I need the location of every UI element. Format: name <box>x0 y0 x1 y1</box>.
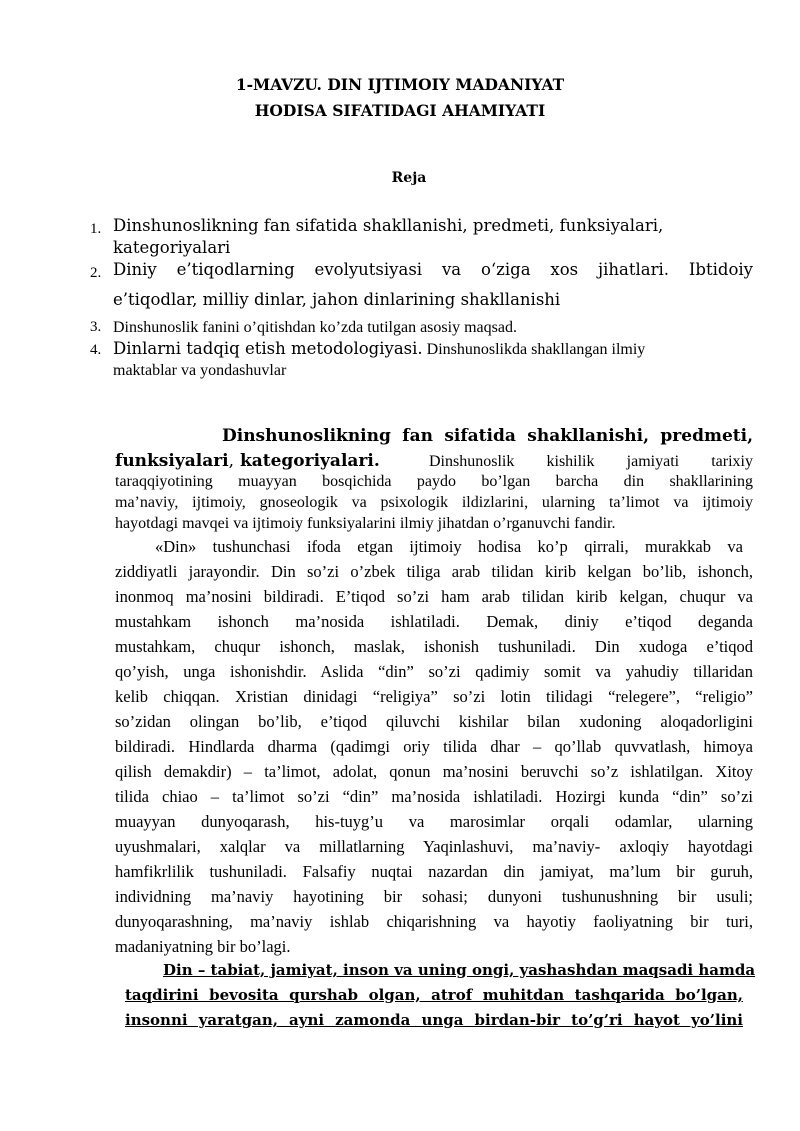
plan-item-1-line1: Dinshunoslikning fan sifatida shakllanishi, predmeti, funksiyalari, <box>113 216 664 235</box>
section-heading-bold-a: funksiyalari <box>115 451 229 471</box>
paragraph-line: individning ma’naviy hayotining bir sohasi; dunyoni tushunushning bir usuli; <box>115 887 753 906</box>
paragraph-line: dunyoqarashning, ma’naviy ishlab chiqarishning va hayotiy faoliyatning bir turi, <box>115 912 753 931</box>
definition-line: insonni yaratgan, ayni zamonda unga birdan-bir to’g’ri hayot yo’lini <box>125 1011 743 1029</box>
plan-item-number: 2. <box>90 265 102 281</box>
plan-item-1-line2: kategoriyalari <box>113 238 231 257</box>
plan-item-3-line1: Dinshunoslik fanini o’qitishdan ko’zda tutilgan asosiy maqsad. <box>113 319 517 336</box>
paragraph-line: mustahkam, chuqur ishonch, maslak, ishonish tushuniladi. Din xudoga e’tiqod <box>115 637 753 656</box>
definition-line: Din – tabiat, jamiyat, inson va uning ongi, yashashdan maqsadi hamda <box>163 961 756 979</box>
section-intro-line: taraqqiyotining muayyan bosqichida paydo bo’lgan barcha din shakllarining <box>115 473 753 490</box>
plan-item-number: 1. <box>90 221 102 237</box>
plan-item-number: 3. <box>90 319 102 335</box>
section-heading-comma: , <box>228 451 235 471</box>
plan-item-4-part-a: Dinlarni tadqiq etish metodologiyasi. <box>113 339 423 358</box>
paragraph-line: kelib chiqqan. Xristian dinidagi “religiya” so’zi lotin tilidagi “relegere”, “religio” <box>115 687 753 706</box>
paragraph-line: madaniyatning bir bo’lagi. <box>115 937 291 956</box>
document-title-line2: HODISA SIFATIDAGI AHAMIYATI <box>254 101 546 120</box>
paragraph-line: hamfikrlilik tushuniladi. Falsafiy nuqtai nazardan din jamiyat, ma’lum bir guruh, <box>115 862 753 881</box>
plan-item-4-line1 <box>113 339 753 359</box>
paragraph-line: tilida chiao – ta’limot so’zi “din” ma’nosida ishlatiladi. Hozirgi kunda “din” so’zi <box>115 787 753 806</box>
section-heading-bold-b: kategoriyalari. <box>234 451 380 471</box>
plan-item-4-part-b: Dinshunoslikda shakllangan ilmiy <box>422 341 646 358</box>
section-intro-line: hayotdagi mavqei va ijtimoiy funksiyalarini ilmiy jihatdan o’rganuvchi fandir. <box>115 515 616 532</box>
paragraph-line: muayyan dunyoqarash, his-tuyg’u va marosimlar orqali odamlar, ularning <box>115 812 753 831</box>
document-title-line1: 1-MAVZU. DIN IJTIMOIY MADANIYAT <box>235 75 565 94</box>
paragraph-line: bildiradi. Hindlarda dharma (qadimgi oriy tilida dhar – qo’llab quvvatlash, himoya <box>115 737 753 756</box>
paragraph-line: «Din» tushunchasi ifoda etgan ijtimoiy hodisa ko’p qirrali, murakkab va <box>155 537 743 556</box>
section-heading-line1: Dinshunoslikning fan sifatida shakllanishi, predmeti, <box>222 426 753 446</box>
paragraph-line: uyushmalari, xalqlar va millatlarning Yaqinlashuvi, ma’naviy- axloqiy hayotdagi <box>115 837 753 856</box>
plan-item-4-line2: maktablar va yondashuvlar <box>113 362 287 379</box>
plan-heading: Reja <box>391 170 427 186</box>
section-intro-tail: Dinshunoslik kishilik jamiyati tarixiy <box>429 453 753 470</box>
definition-line: taqdirini bevosita qurshab olgan, atrof muhitdan tashqarida bo’lgan, <box>125 986 743 1004</box>
paragraph-line: mustahkam ishonch ma’nosida ishlatiladi. Demak, diniy e’tiqod deganda <box>115 612 753 631</box>
paragraph-line: ziddiyatli jarayondir. Din so’zi o’zbek tiliga arab tilidan kirib kelgan bo’lib, ishonch, <box>115 562 753 581</box>
paragraph-line: qo’yish, unga ishonishdir. Aslida “din” so’zi qadimiy somit va yahudiy tillaridan <box>115 662 753 681</box>
paragraph-line: inonmoq ma’nosini bildiradi. E’tiqod so’zi ham arab tilidan kirib kelgan, chuqur va <box>115 587 753 606</box>
plan-item-2-line1: Diniy e’tiqodlarning evolyutsiyasi va o‘ziga xos jihatlari. Ibtidoiy <box>113 260 753 279</box>
section-heading-line2 <box>115 451 753 471</box>
plan-item-2-line2: e’tiqodlar, milliy dinlar, jahon dinlarining shakllanishi <box>113 290 561 309</box>
section-intro-line: ma’naviy, ijtimoiy, gnoseologik va psixologik ildizlarini, ularning ta’limot va ijtimoiy <box>115 494 753 511</box>
paragraph-line: so’zidan olingan bo’lib, e’tiqod qiluvchi kishilar bilan xudoning aloqadorligini <box>115 712 753 731</box>
plan-item-number: 4. <box>90 342 102 358</box>
paragraph-line: qilish demakdir) – ta’limot, adolat, qonun ma’nosini beruvchi so’z ishlatilgan. Xitoy <box>115 762 753 781</box>
